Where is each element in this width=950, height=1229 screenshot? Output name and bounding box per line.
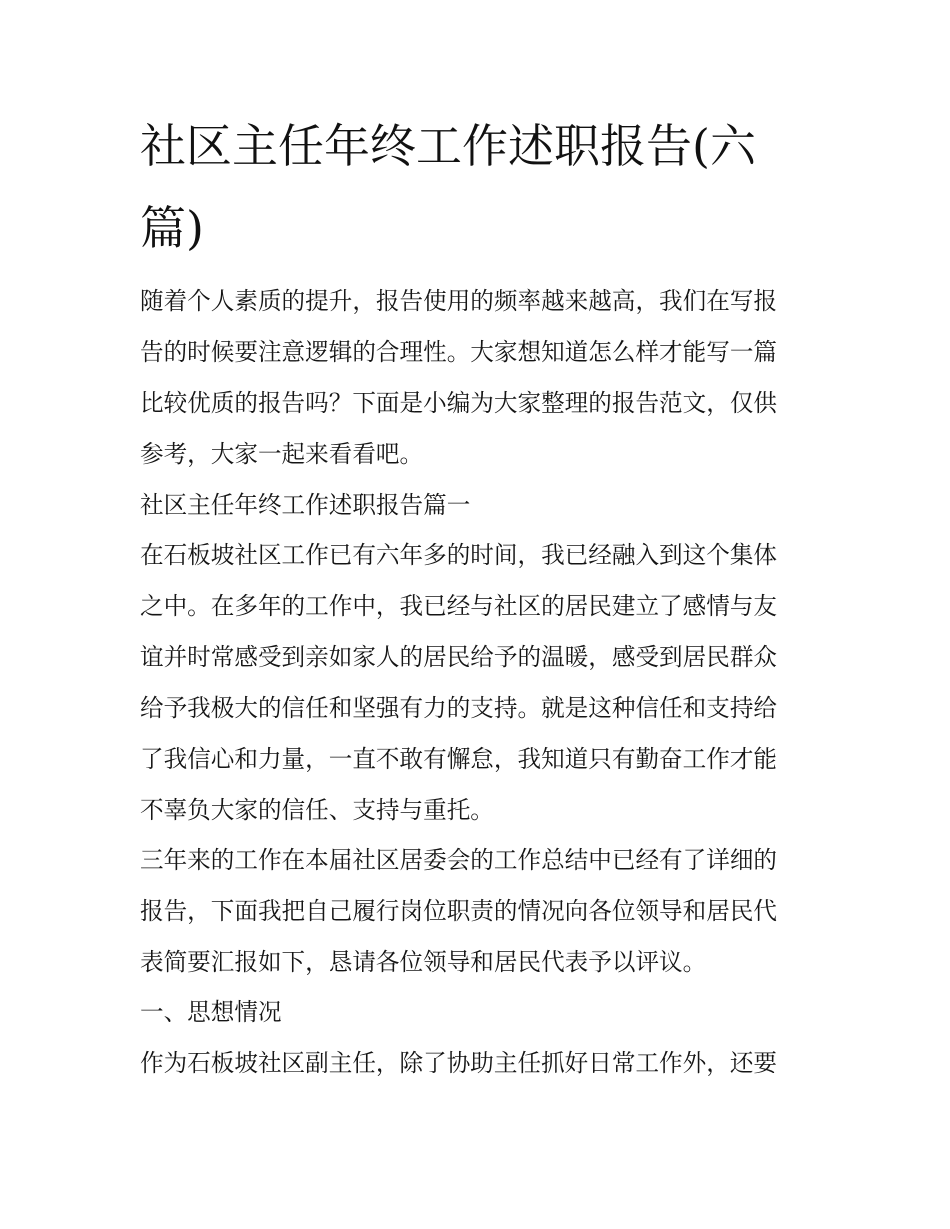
paragraph2-line-1: 三年来的工作在本届社区居委会的工作总结中已经有了详细的: [140, 846, 778, 874]
document-title-line-1: 社区主任年终工作述职报告(六: [140, 119, 756, 173]
paragraph1-line-4: 给予我极大的信任和坚强有力的支持。就是这种信任和支持给: [140, 694, 778, 722]
paragraph1-line-3: 谊并时常感受到亲如家人的居民给予的温暖，感受到居民群众: [140, 643, 778, 671]
intro-line-3: 比较优质的报告吗？下面是小编为大家整理的报告范文，仅供: [140, 389, 778, 417]
subheading-thought: 一、思想情况: [140, 998, 282, 1026]
intro-line-2: 告的时候要注意逻辑的合理性。大家想知道怎么样才能写一篇: [140, 338, 778, 366]
paragraph2-line-3: 表简要汇报如下，恳请各位领导和居民代表予以评议。: [140, 948, 707, 976]
document-title-line-2: 篇): [140, 201, 204, 255]
paragraph1-line-1: 在石板坡社区工作已有六年多的时间，我已经融入到这个集体: [140, 541, 778, 569]
paragraph1-line-6: 不辜负大家的信任、支持与重托。: [140, 796, 494, 824]
paragraph3-line-1: 作为石板坡社区副主任，除了协助主任抓好日常工作外，还要: [140, 1049, 778, 1077]
paragraph1-line-2: 之中。在多年的工作中，我已经与社区的居民建立了感情与友: [140, 592, 778, 620]
intro-line-4: 参考，大家一起来看看吧。: [140, 440, 424, 468]
paragraph2-line-2: 报告，下面我把自己履行岗位职责的情况向各位领导和居民代: [140, 897, 778, 925]
paragraph1-line-5: 了我信心和力量，一直不敢有懈怠，我知道只有勤奋工作才能: [140, 745, 778, 773]
intro-line-1: 随着个人素质的提升，报告使用的频率越来越高，我们在写报: [140, 287, 778, 315]
section-heading: 社区主任年终工作述职报告篇一: [140, 491, 471, 519]
